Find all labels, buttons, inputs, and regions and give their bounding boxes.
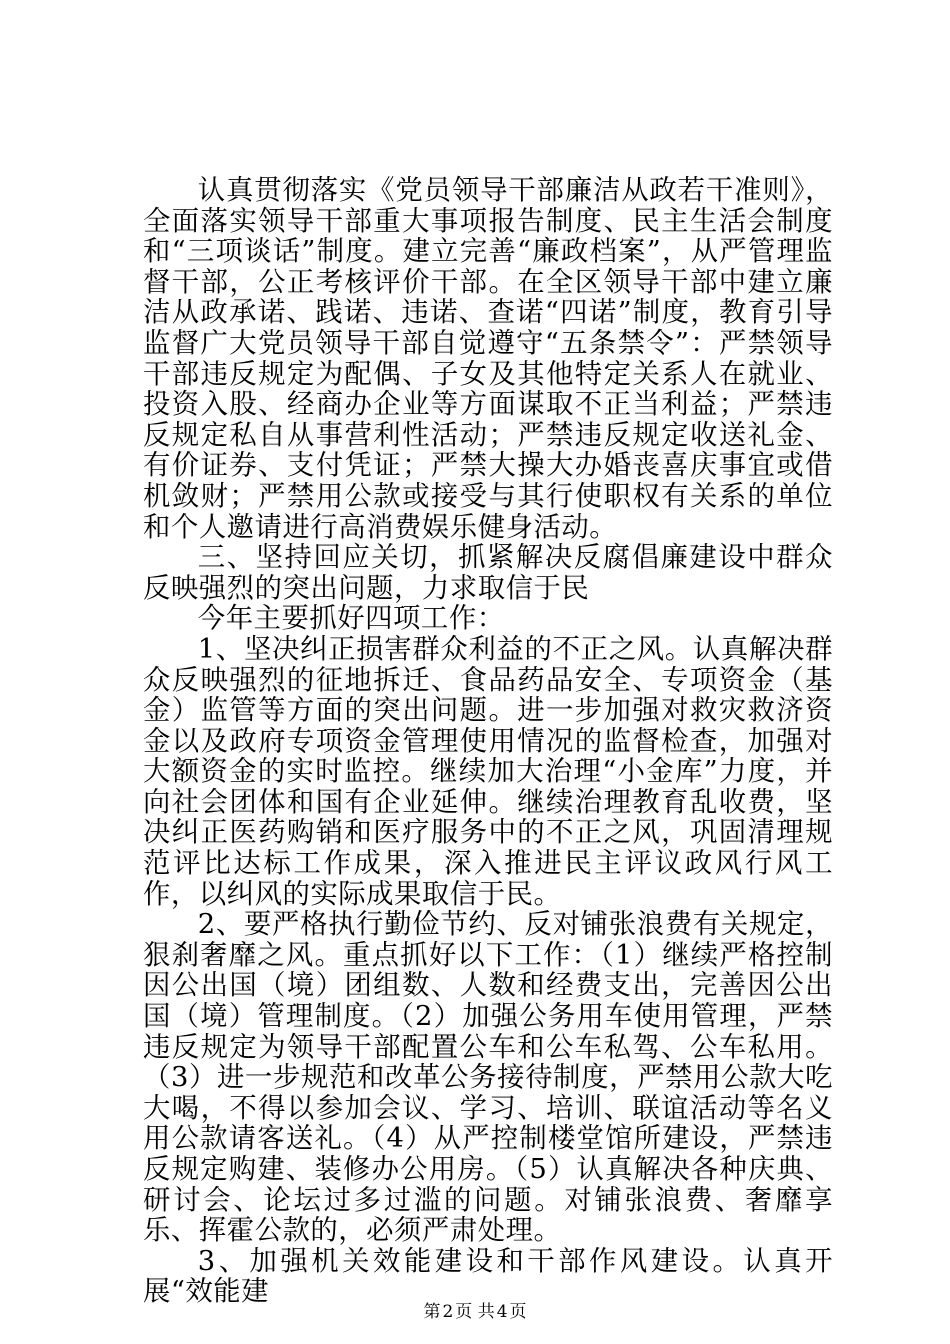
page-label-prefix: 第 bbox=[423, 1302, 441, 1322]
section-heading-3: 三、坚持回应关切，抓紧解决反腐倡廉建设中群众反映强烈的突出问题，力求取信于民 bbox=[143, 542, 833, 604]
paragraph-item-2: 2、要严格执行勤俭节约、反对铺张浪费有关规定，狠刹奢靡之风。重点抓好以下工作：（1）继续严格控制因公出国（境）团组数、人数和经费支出，完善因公出国（境）管理制度。（2）加强公务用车使用管理，严禁违反规定为领导干部配置公车和公车私驾、公车私用。（3）进一步规范和改革公务接待制度，严禁用公款大吃大喝，不得以参加会议、学习、培训、联谊活动等名义用公款请客送礼。（4）从严控制楼堂馆所建设，严禁违反规定购建、装修办公用房。（5）认真解决各种庆典、研讨会、论坛过多过滥的问题。对铺张浪费、奢靡享乐、挥霍公款的，必须严肃处理。 bbox=[143, 909, 833, 1247]
paragraph-1: 认真贯彻落实《党员领导干部廉洁从政若干准则》，全面落实领导干部重大事项报告制度、民主生活会制度和“三项谈话”制度。建立完善“廉政档案”，从严管理监督干部，公正考核评价干部。在全区领导干部中建立廉洁从政承诺、践诺、违诺、查诺“四诺”制度，教育引导监督广大党员领导干部自觉遵守“五条禁令”：严禁领导干部违反规定为配偶、子女及其他特定关系人在就业、投资入股、经商办企业等方面谋取不正当利益；严禁违反规定私自从事营利性活动；严禁违反规定收送礼金、有价证券、支付凭证；严禁大操大办婚丧喜庆事宜或借机敛财；严禁用公款或接受与其行使职权有关系的单位和个人邀请进行高消费娱乐健身活动。 bbox=[143, 175, 833, 543]
page-footer bbox=[0, 1302, 950, 1322]
document-body bbox=[143, 176, 833, 1308]
page-label-suffix: 页 bbox=[509, 1302, 527, 1322]
current-page-number: 2 bbox=[442, 1302, 454, 1322]
page-label-mid: 页 共 bbox=[455, 1302, 495, 1322]
paragraph-item-3: 3、加强机关效能建设和干部作风建设。认真开展“效能建 bbox=[143, 1245, 833, 1308]
total-pages-number: 4 bbox=[496, 1302, 508, 1322]
paragraph-intro: 今年主要抓好四项工作： bbox=[197, 603, 505, 635]
paragraph-item-1: 1、坚决纠正损害群众利益的不正之风。认真解决群众反映强烈的征地拆迁、食品药品安全、专项资金（基金）监管等方面的突出问题。进一步加强对救灾救济资金以及政府专项资金管理使用情况的监督检查，加强对大额资金的实时监控。继续加大治理“小金库”力度，并向社会团体和国有企业延伸。继续治理教育乱收费，坚决纠正医药购销和医疗服务中的不正之风，巩固清理规范评比达标工作成果，深入推进民主评议政风行风工作，以纠风的实际成果取信于民。 bbox=[143, 633, 833, 910]
